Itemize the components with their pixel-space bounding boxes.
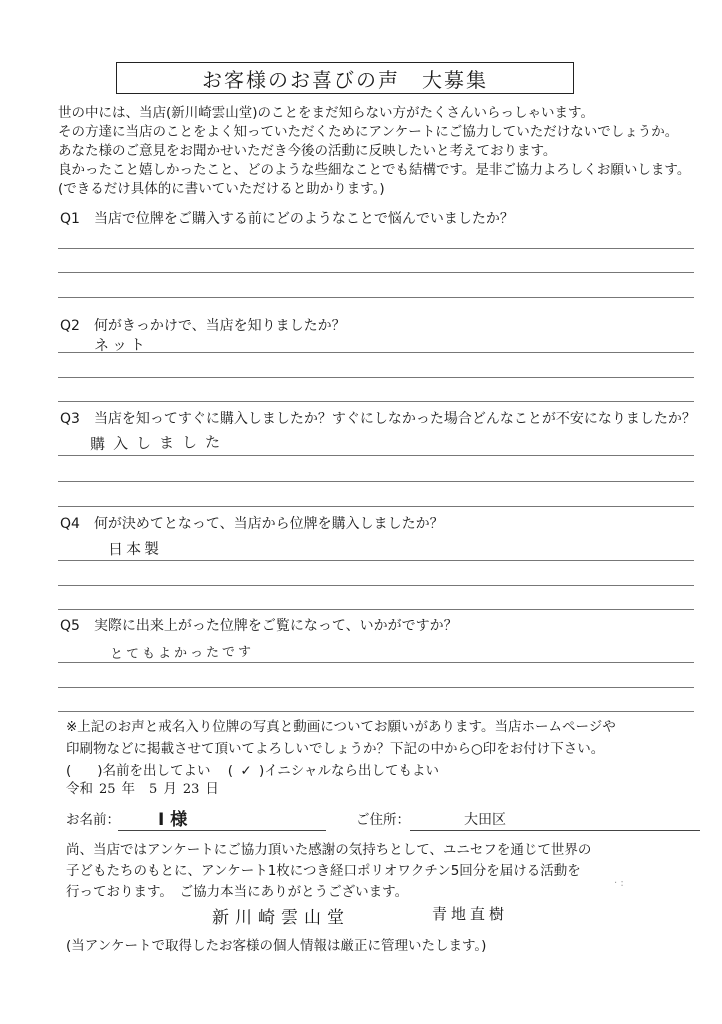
answer-line [58,662,694,663]
option-label: イニシャルなら出してもよい [264,763,439,779]
option-name-ok[interactable]: ( )名前を出してよい [66,763,211,779]
customer-row [66,805,700,831]
owner-name: 青地直樹 [432,905,509,923]
question-4 [60,513,444,533]
date-month: 5 [149,782,158,797]
answer-line [58,377,694,378]
name-underline [118,830,326,831]
closing-line: 尚、当店ではアンケートにご協力頂いた感謝の気持ちとして、ユニセフを通じて世界の [66,842,592,858]
note-line: 印刷物などに掲載させて頂いてよろしいでしょうか？下記の中から○印をお付け下さい。 [66,741,605,757]
closing-line: 子どもたちのもとに、アンケート1枚につき経口ポリオワクチン5回分を届ける活動を [66,863,581,879]
address-label: ご住所： [356,812,410,828]
answer-line [58,687,694,688]
address-underline [410,830,700,831]
question-5 [60,615,458,635]
question-2 [60,315,346,335]
answer-line [58,506,694,507]
date-month-unit: 月 [163,781,177,797]
scan-speck: · : [614,878,624,889]
answer-line [58,352,694,353]
answer-line [58,609,694,610]
checkmark-icon: ✓ [240,763,252,779]
answer-4: 日本製 [107,539,163,559]
answer-line [58,711,694,712]
question-number: Q3 [60,411,80,427]
answer-line [58,481,694,482]
permission-note [66,716,616,782]
question-number: Q1 [60,211,80,227]
intro-line: あなた様のご意見をお聞かせいただき今後の活動に反映したいと考えております。 [58,143,557,159]
date-year-unit: 年 [121,781,136,797]
page-title: お客様のお喜びの声 大募集 [116,62,574,94]
question-number: Q4 [60,516,80,532]
question-1 [60,208,514,228]
intro-line: その方達に当店のことをよく知っていただくためにアンケートにご協力していただけないでしょうか。 [58,124,679,140]
question-text: 実際に出来上がった位牌をご覧になって、いかがですか？ [93,618,458,634]
question-text: 何がきっかけで、当店を知りましたか？ [93,318,346,334]
intro-line: (できるだけ具体的に書いていただけると助かります。) [58,181,385,197]
answer-5: とてもよかったです [109,644,255,663]
question-text: 当店で位牌をご購入する前にどのようなことで悩んでいましたか？ [93,211,514,227]
date-row [66,777,219,797]
answer-line [58,401,694,402]
option-initials-ok[interactable]: ( ✓ )イニシャルなら出してもよい [228,763,439,779]
date-year: 25 [99,782,116,797]
intro-text [58,104,698,199]
answer-line [58,560,694,561]
date-day-unit: 日 [205,781,219,797]
shop-name: 新川崎雲山堂 [212,908,350,928]
question-text: 当店を知ってすぐに購入しましたか？すぐにしなかった場合どんなことが不安になりましたか？ [93,411,696,427]
question-number: Q2 [60,318,80,334]
name-value: I 様 [158,810,188,830]
address-value: 大田区 [464,812,506,828]
date-day: 23 [182,782,200,797]
intro-line: 良かったこと嬉しかったこと、どのような些細なことでも結構です。是非ご協力よろしくお願いします。 [58,162,691,178]
question-number: Q5 [60,618,80,634]
closing-text [66,840,591,903]
answer-line [58,585,694,586]
date-era: 令和 [66,781,93,797]
answer-line [58,455,694,456]
note-line: ※上記のお声と戒名入り位牌の写真と動画についてお願いがあります。当店ホームページや [66,719,616,735]
closing-line: 行っております。 ご協力本当にありがとうございます。 [66,884,409,900]
answer-3: 購入しました [89,432,229,454]
intro-line: 世の中には、当店(新川崎雲山堂)のことをまだ知らない方がたくさんいらっしゃいます。 [58,105,594,121]
privacy-note: (当アンケートで取得したお客様の個人情報は厳正に管理いたします。) [66,938,487,954]
name-label: お名前： [66,812,120,828]
answer-line [58,248,694,249]
answer-line [58,297,694,298]
option-label: 名前を出してよい [102,763,211,779]
question-3 [60,408,696,428]
question-text: 何が決めてとなって、当店から位牌を購入しましたか？ [93,516,444,532]
answer-line [58,272,694,273]
answer-2: ネット [93,335,149,355]
